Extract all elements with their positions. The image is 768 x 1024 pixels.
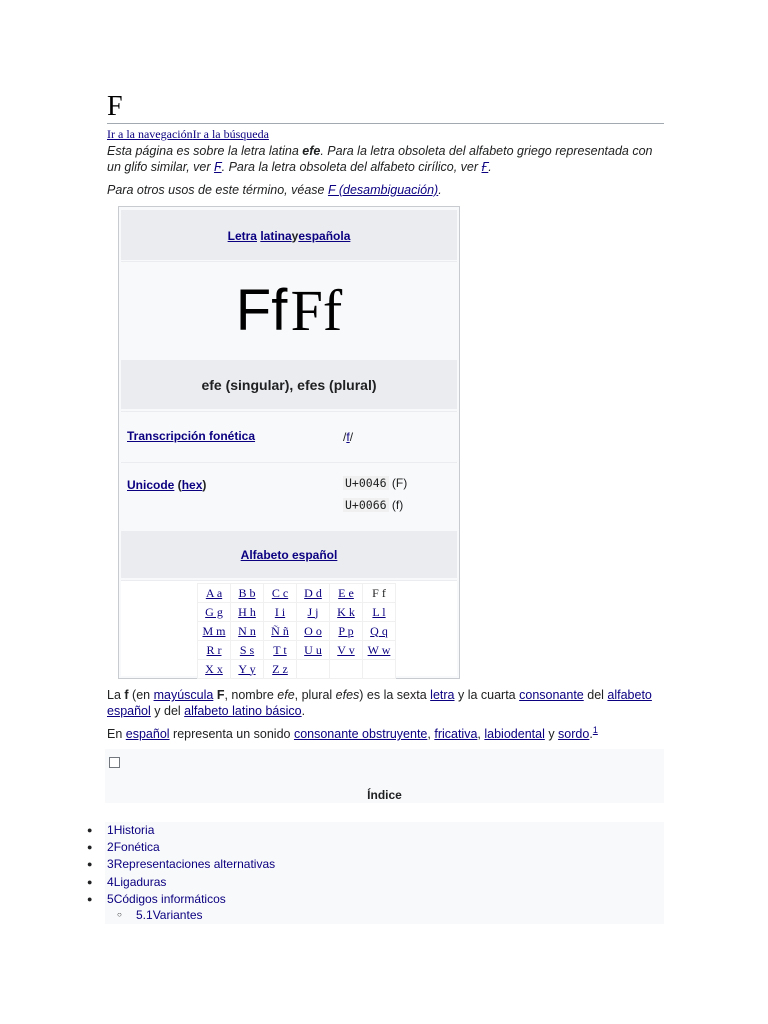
glyph-display: [121, 261, 457, 358]
infobox-header: [121, 210, 457, 260]
alphabet-cell: [231, 660, 264, 679]
alphabet-cell: [330, 584, 363, 603]
phoneme-f-link[interactable]: f: [346, 430, 350, 444]
latina-link[interactable]: latina: [260, 228, 292, 243]
alphabet-cell: [297, 660, 330, 679]
alphabet-letter-link[interactable]: U u: [304, 642, 322, 657]
toc-label: Representaciones alternativas: [113, 857, 276, 871]
hatnote-text: .: [488, 160, 492, 174]
toc-item-historia[interactable]: [87, 823, 155, 837]
alphabet-letter-link[interactable]: Y y: [238, 661, 256, 676]
alphabet-letter-link[interactable]: O o: [304, 623, 322, 638]
toc-toggle-checkbox[interactable]: [109, 757, 120, 768]
alphabet-current-letter: F f: [372, 585, 386, 600]
title-divider: [107, 123, 664, 124]
espanol-link[interactable]: español: [125, 727, 170, 741]
alfabeto-espanol-link[interactable]: alfabeto español: [107, 688, 652, 718]
toc-number: 3: [107, 857, 114, 871]
alphabet-letter-link[interactable]: N n: [238, 623, 256, 638]
unicode-link[interactable]: Unicode: [127, 478, 175, 492]
toc-label: Códigos informáticos: [113, 892, 226, 906]
alphabet-letter-link[interactable]: I i: [274, 604, 286, 619]
jump-links: [107, 127, 269, 141]
toc-title: Índice: [367, 788, 402, 802]
toc-number: 5: [107, 892, 114, 906]
transcription-label-link[interactable]: Transcripción fonética: [127, 429, 256, 443]
alphabet-cell: [198, 641, 231, 660]
alphabet-row: [198, 641, 396, 660]
alphabet-cell: [363, 603, 396, 622]
toc-list: [87, 822, 664, 924]
alphabet-letter-link[interactable]: P p: [338, 623, 354, 638]
page-title: F: [107, 91, 123, 122]
greek-digamma-link[interactable]: Ϝ: [213, 160, 222, 174]
consonante-link[interactable]: consonante: [519, 688, 584, 702]
toc-item-representaciones[interactable]: [87, 857, 276, 871]
mayuscula-link[interactable]: mayúscula: [153, 688, 214, 702]
alphabet-cell: [264, 603, 297, 622]
toc-subitem-variantes[interactable]: [117, 908, 203, 922]
jump-to-search-link[interactable]: Ir a la búsqueda: [192, 127, 269, 141]
alphabet-header: [121, 531, 457, 578]
bullet-icon: ●: [87, 859, 93, 869]
alphabet-cell: [330, 641, 363, 660]
codepoint-note: (f): [388, 498, 404, 512]
jump-to-navigation-link[interactable]: Ir a la navegación: [107, 127, 193, 141]
alphabet-letter-link[interactable]: T t: [273, 642, 287, 657]
alphabet-letter-link[interactable]: B b: [238, 585, 256, 600]
alphabet-letter-link[interactable]: M m: [202, 623, 226, 638]
hatnote-text: . Para la letra obsoleta del alfabeto cirílico, ver: [221, 160, 482, 174]
alphabet-letter-link[interactable]: V v: [337, 642, 355, 657]
slash: /: [343, 430, 347, 444]
toc-label: Historia: [113, 823, 155, 837]
alphabet-cell: [297, 622, 330, 641]
alphabet-cell: [264, 660, 297, 679]
glyph-sans-serif: Ff: [235, 277, 288, 343]
hatnote-bold-term: efe: [302, 144, 321, 158]
hatnote-other-uses: [107, 182, 664, 198]
hatnote-text: .: [438, 183, 442, 197]
alphabet-letter-link[interactable]: A a: [205, 585, 223, 600]
alphabet-cell: [264, 622, 297, 641]
alphabet-cell: [330, 603, 363, 622]
alphabet-cell: [297, 641, 330, 660]
table-of-contents: [87, 749, 664, 924]
alphabet-cell: [198, 603, 231, 622]
alphabet-letter-link[interactable]: G g: [205, 604, 223, 619]
glyph-serif: Ff: [290, 277, 343, 343]
paren: (: [174, 478, 182, 492]
italic-term: efes: [335, 688, 360, 702]
labiodental-link[interactable]: labiodental: [484, 727, 545, 741]
toc-number: 4: [107, 875, 114, 889]
alphabet-letter-link[interactable]: H h: [238, 604, 256, 619]
alphabet-cell: [264, 641, 297, 660]
unicode-values: [343, 472, 407, 516]
toc-label: Fonética: [113, 840, 160, 854]
text: y la cuarta: [454, 688, 520, 702]
alphabet-cell: [264, 584, 297, 603]
toc-number: 1: [107, 823, 114, 837]
toc-item-fonetica[interactable]: [87, 840, 160, 854]
alphabet-cell: [363, 660, 396, 679]
toc-item-codigos[interactable]: [87, 892, 226, 906]
hatnote-disambiguation: [107, 143, 664, 175]
reference-1-link[interactable]: 1: [592, 724, 598, 735]
italic-term: efe: [277, 688, 295, 702]
text: En: [107, 727, 126, 741]
codepoint-note: (F): [388, 476, 408, 490]
alphabet-row: [198, 603, 396, 622]
text: representa un sonido: [169, 727, 294, 741]
toc-label: Variantes: [152, 908, 203, 922]
alphabet-letter-link[interactable]: Z z: [272, 661, 288, 676]
hatnote-text: . Para la letra obsoleta del alfabeto griego representada con un glifo similar, ver: [107, 144, 653, 174]
codepoint: U+0046: [345, 476, 387, 490]
phonetics-paragraph: [107, 726, 664, 742]
text: y: [544, 727, 559, 741]
alphabet-letter-link[interactable]: R r: [206, 642, 222, 657]
letter-infobox: [118, 206, 460, 679]
letra-link[interactable]: Letra: [227, 228, 257, 243]
bullet-icon: ●: [87, 842, 93, 852]
text: ,: [477, 727, 485, 741]
letter-name: efe (singular), efes (plural): [201, 377, 377, 393]
disambiguation-link[interactable]: F (desambiguación): [327, 183, 439, 197]
circle-bullet-icon: ○: [117, 910, 122, 919]
bold-letter: F: [216, 688, 225, 702]
alphabet-row: [198, 622, 396, 641]
alphabet-table: [197, 583, 396, 679]
unicode-lower: [343, 494, 407, 516]
alphabet-cell: [198, 584, 231, 603]
text: , plural: [294, 688, 336, 702]
alphabet-cell: [231, 584, 264, 603]
alphabet-letter-link[interactable]: Q q: [370, 623, 388, 638]
alphabet-letter-link[interactable]: Ñ ñ: [271, 623, 289, 638]
paren: ): [202, 478, 207, 492]
cyrillic-ghe-link[interactable]: Ғ: [481, 160, 489, 174]
transcription-row: [121, 411, 457, 460]
alphabet-cell: [231, 641, 264, 660]
bullet-icon: ●: [87, 825, 93, 835]
alphabet-letter-link[interactable]: C c: [271, 585, 289, 600]
alphabet-cell: [198, 660, 231, 679]
fricativa-link[interactable]: fricativa: [434, 727, 478, 741]
text: , nombre: [224, 688, 278, 702]
bullet-icon: ●: [87, 894, 93, 904]
alphabet-letter-link[interactable]: J j: [307, 604, 319, 619]
hex-link[interactable]: hex: [181, 478, 203, 492]
text: La: [107, 688, 125, 702]
text: y del: [150, 704, 185, 718]
alphabet-cell: [330, 660, 363, 679]
toc-number: 5.1: [136, 908, 153, 922]
intro-paragraph: [107, 687, 664, 719]
unicode-label: [127, 478, 206, 492]
unicode-upper: [343, 472, 407, 494]
toc-label: Ligaduras: [113, 875, 167, 889]
alphabet-letter-link[interactable]: K k: [337, 604, 355, 619]
alphabet-letter-link[interactable]: X x: [205, 661, 223, 676]
hatnote-text: Para otros usos de este término, véase: [107, 183, 328, 197]
text: del: [583, 688, 608, 702]
toc-header: [105, 749, 664, 803]
transcription-value: [343, 430, 353, 444]
letter-name-row: [121, 360, 457, 409]
alphabet-letter-link[interactable]: L l: [372, 604, 386, 619]
consonante-obstruyente-link[interactable]: consonante obstruyente: [293, 727, 428, 741]
bold-letter: f: [124, 688, 129, 702]
letra-link[interactable]: letra: [430, 688, 455, 702]
alphabet-letter-link[interactable]: S s: [239, 642, 255, 657]
text: ,: [427, 727, 435, 741]
alphabet-cell: [297, 603, 330, 622]
alphabet-letter-link[interactable]: E e: [338, 585, 354, 600]
alfabeto-latino-link[interactable]: alfabeto latino básico: [184, 704, 302, 718]
text: (en: [128, 688, 154, 702]
alfabeto-espanol-link[interactable]: Alfabeto español: [240, 548, 338, 562]
alphabet-cell: [363, 622, 396, 641]
hatnote-text: Esta página es sobre la letra latina: [107, 144, 303, 158]
alphabet-letter-link[interactable]: W w: [367, 642, 391, 657]
slash: /: [349, 430, 354, 444]
toc-item-ligaduras[interactable]: [87, 875, 167, 889]
alphabet-row: [198, 660, 396, 679]
codepoint: U+0066: [345, 498, 387, 512]
alphabet-cell: [231, 622, 264, 641]
alphabet-cell: [231, 603, 264, 622]
text: .: [301, 704, 306, 718]
toc-number: 2: [107, 840, 114, 854]
alphabet-cell: [198, 622, 231, 641]
alphabet-cell: [297, 584, 330, 603]
alphabet-letter-link[interactable]: D d: [304, 585, 322, 600]
unicode-row: [121, 462, 457, 529]
text: .: [589, 727, 593, 741]
alphabet-cell: [363, 641, 396, 660]
sordo-link[interactable]: sordo: [558, 727, 590, 741]
alphabet-cell: [330, 622, 363, 641]
espanola-link[interactable]: española: [298, 228, 351, 243]
alphabet-cell: [363, 584, 396, 603]
bullet-icon: ●: [87, 877, 93, 887]
text: ) es la sexta: [359, 688, 431, 702]
alphabet-row: [198, 584, 396, 603]
infobox-header-connector: y: [291, 228, 299, 243]
